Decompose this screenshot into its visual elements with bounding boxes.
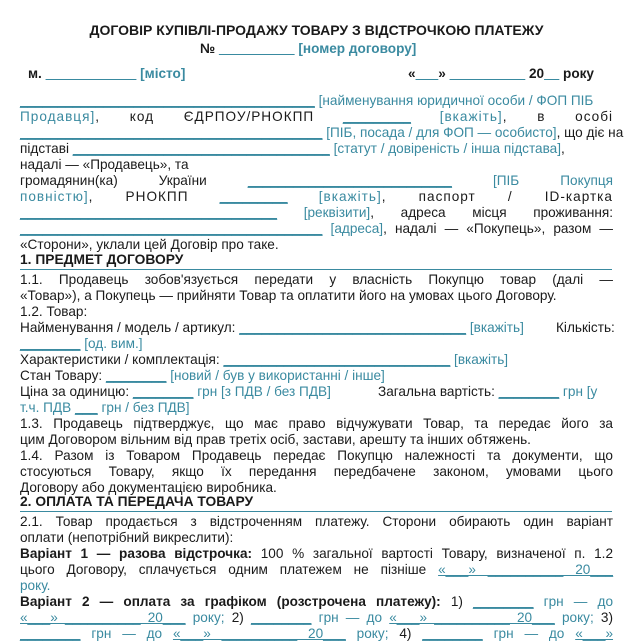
clause-1-3-line-1: 1.3. Продавець підтверджує, що має право відчужувати Товар, та передає його за [20,416,613,431]
payment-3-amount[interactable]: ________ [20,626,81,641]
basis-label: підставі [20,141,69,156]
payment-4-date[interactable]: «___» [575,626,614,641]
seller-name-blank[interactable]: _______________________________________ [20,93,315,108]
unit-price-label: Ціна за одиницю: [20,384,130,399]
payment-4-num: 4) [399,626,412,641]
city-hint: [місто] [140,66,186,81]
unit-price-blank[interactable]: ________ [132,384,194,399]
preamble-line-9 [20,220,613,237]
acting-text: , що діє на [556,125,624,140]
payment-2-date[interactable]: «___» __________ 20___ [389,610,555,625]
variant-2-line-3 [20,625,613,642]
city-prefix: м. [28,66,42,81]
buyer-label-text: , надалі — «Покупець», разом — [383,221,613,236]
payment-4-amount[interactable]: ________ [422,626,483,641]
basis-comma: , [561,141,565,156]
variant-1-line-1 [20,545,613,562]
rnokpp-label: , РНОКПП [88,189,189,204]
condition-blank[interactable]: ________ [105,368,167,383]
payment-3-grn: грн — до [91,626,163,641]
seller-name-hint: [найменування юридичної особи / ФОП ПІБ [318,93,594,108]
quantity-blank[interactable]: ________ [20,336,81,351]
date-quote-close: » [438,66,446,81]
variant-2-line-1 [20,593,613,610]
payment-2-rok: року; [561,610,594,625]
preamble-line-1 [20,92,613,109]
variant-1-text: 100 % загальної вартості Товару, визначеної п. 1.2 [260,546,613,561]
date-year-blank[interactable]: __ [544,66,560,81]
address-blank[interactable]: ________________________________________ [20,221,323,236]
variant-1-year-word: року. [20,578,51,593]
quantity-label: Кількість: [556,320,615,335]
condition-hint: [новий / був у використанні / інше] [170,368,385,383]
passport-blank[interactable]: __________________________________ [20,205,278,220]
section-2-heading: 2. ОПЛАТА ТА ПЕРЕДАЧА ТОВАРУ [20,493,612,512]
preamble-line-2 [20,108,613,125]
characteristics-label: Характеристики / комплектація: [20,352,220,367]
clause-2-1-line-1: 2.1. Товар продається з відстроченням платежу. Сторони обирають один варіант [20,514,613,529]
rnokpp-hint: [вкажіть] [318,189,382,204]
payment-1-grn: грн — до [543,594,614,609]
payment-2-grn: грн — до [318,610,383,625]
clause-1-3-line-2: цим Договором вільним від прав третіх осіб, застави, арешту та інших обтяжень. [20,432,531,447]
city-line [28,65,228,82]
buyer-name-hint-cont: повністю] [20,189,89,204]
preamble-line-10: «Сторони», уклали цей Договір про таке. [20,237,279,252]
payment-3-date[interactable]: «___» __________ 20___ [172,626,346,641]
basis-hint: [статут / довіреність / інша підстава] [333,141,561,156]
variant-1-title: Варіант 1 — разова відстрочка: [20,546,253,561]
variant-2-line-2 [20,609,613,626]
quantity-line [20,335,613,352]
clause-1-2: 1.2. Товар: [20,304,88,319]
date-year: 20 [528,66,545,81]
clause-1-4-line-1: 1.4. Разом із Товаром Продавець передає Покупцю належності та документи, що [20,448,613,463]
number-prefix: № [200,41,216,56]
date-quote-open: « [408,66,416,81]
condition-line [20,367,613,384]
number-hint: [номер договору] [298,41,417,56]
variant-2-title: Варіант 2 — оплата за графіком (розстрочена платежу): [20,594,441,609]
payment-2-amount[interactable]: ________ [250,610,312,625]
representative-hint: [ПІБ, посада / для ФОП — особисто] [326,125,557,140]
date-line [408,65,618,82]
total-price-blank[interactable]: ________ [498,384,560,399]
total-price-label: Загальна вартість: [378,384,495,399]
vat-line [20,399,613,416]
clause-2-1-line-2: оплати (непотрібний викреслити): [20,530,234,545]
seller-name-hint-cont: Продавця] [20,109,96,124]
payment-3-rok: року; [356,626,389,641]
vat-hint: т.ч. ПДВ [20,400,72,415]
item-name-hint: [вкажіть] [469,320,524,335]
item-name-blank[interactable]: ______________________________ [239,320,467,335]
basis-blank[interactable]: __________________________________ [72,141,330,156]
vat-blank[interactable]: ___ [74,400,98,415]
characteristics-blank[interactable]: ______________________________ [223,352,451,367]
payment-1-num: 1) [450,594,463,609]
city-blank[interactable]: ____________ [45,66,137,81]
date-day[interactable]: ___ [415,66,439,81]
representative-blank[interactable]: ________________________________________ [20,125,323,140]
item-name-label: Найменування / модель / артикул: [20,320,236,335]
clause-1-4-line-2: стосуються Товару, якщо їх передання передбачене законом, умовами цього [20,464,613,479]
payment-1-rok: року; [192,610,225,625]
clause-1-1-line-2: «Товар»), а Покупець — прийняти Товар та оплатити його на умовах цього Договору. [20,288,557,303]
edrpou-blank[interactable]: _________ [342,109,411,124]
condition-label: Стан Товару: [20,368,103,383]
payment-4-grn: грн — до [493,626,565,641]
variant-1-line-2 [20,561,613,578]
edrpou-hint: [вкажіть] [439,109,503,124]
edrpou-label: , код ЄДРПОУ/РНОКПП [95,109,315,124]
preamble-line-7 [20,188,613,205]
variant-1-text-2: цього Договору, сплачується одним платежем не пізніше [20,562,427,577]
in-person-text: , в особі [502,109,614,124]
document-title: ДОГОВІР КУПІВЛІ-ПРОДАЖУ ТОВАРУ З ВІДСТРОЧКОЮ ПЛАТЕЖУ [89,22,544,38]
passport-label: , паспорт / ID-картка [381,189,613,204]
clause-1-1-line-1: 1.1. Продавець зобов'язується передати у власність Покупцю товар (далі — [20,272,613,287]
date-month[interactable]: __________ [449,66,526,81]
buyer-name-blank[interactable]: ___________________________ [247,173,452,188]
contract-number-line [200,40,500,57]
preamble-line-6 [20,172,613,189]
unit-price-hint: грн [з ПДВ / без ПДВ] [197,384,331,399]
section-1-heading: 1. ПРЕДМЕТ ДОГОВОРУ [20,251,612,270]
item-name-line [20,319,613,336]
clause-1-4-line-3: Договору або документацією виробника. [20,480,277,495]
date-suffix: року [563,66,594,81]
total-line [378,383,614,400]
rnokpp-blank[interactable]: _________ [219,189,288,204]
characteristics-hint: [вкажіть] [454,352,509,367]
payment-3-num: 3) [600,610,614,625]
citizen-label: громадянин(ка) України [20,173,207,188]
address-label: , адреса місця проживання: [370,205,614,220]
payment-2-num: 2) [231,610,244,625]
address-hint: [адреса] [330,221,384,236]
payment-1-date[interactable]: «___» __________ 20___ [20,610,186,625]
payment-1-amount[interactable]: ________ [473,594,534,609]
characteristics-line [20,351,613,368]
variant-1-line-3 [20,577,613,594]
variant-1-date-blank[interactable]: «___» __________ 20___ [438,562,614,577]
total-price-hint: грн [у [562,384,598,399]
vat-hint-end: грн / без ПДВ] [101,400,190,415]
preamble-line-3 [20,124,624,141]
passport-hint: [реквізити] [303,205,371,220]
preamble-line-8 [20,204,613,221]
preamble-line-4 [20,140,613,157]
preamble-line-5: надалі — «Продавець», та [20,157,189,172]
buyer-name-hint: [ПІБ Покупця [492,173,613,188]
number-blank[interactable]: __________ [218,41,295,56]
quantity-hint: [од. вим.] [84,336,143,351]
